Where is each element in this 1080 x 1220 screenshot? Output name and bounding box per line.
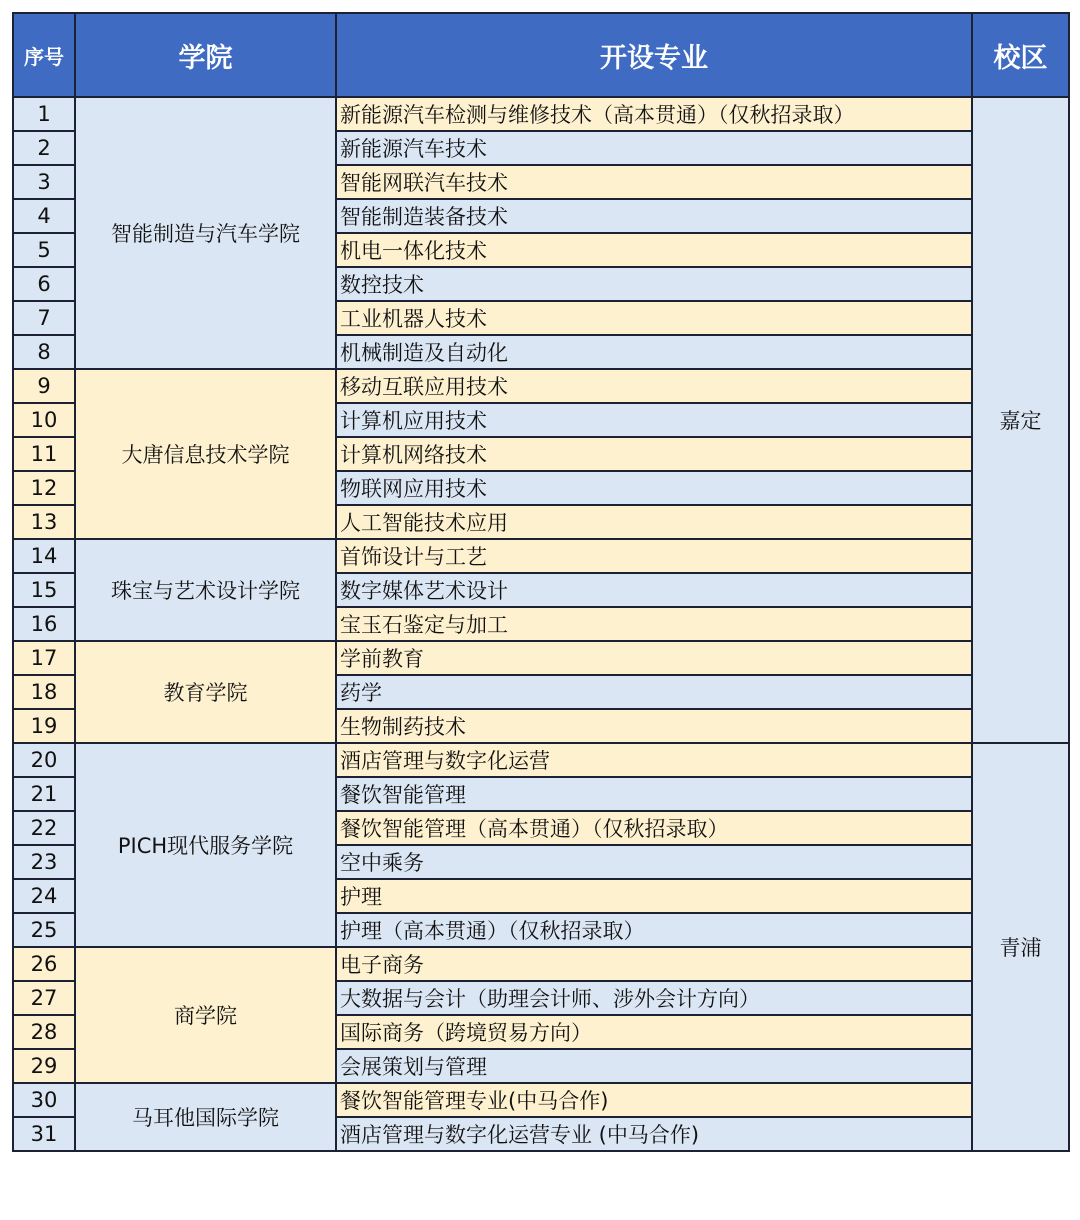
college-name: 大唐信息技术学院 [75,369,336,539]
major-name: 电子商务 [336,947,972,981]
row-seq: 13 [13,505,75,539]
major-name: 餐饮智能管理专业(中马合作) [336,1083,972,1117]
major-name: 智能制造装备技术 [336,199,972,233]
campus-name: 嘉定 [972,97,1069,743]
major-name: 药学 [336,675,972,709]
majors-table [12,12,1070,1152]
campus-name: 青浦 [972,743,1069,1151]
row-seq: 1 [13,97,75,131]
major-name: 会展策划与管理 [336,1049,972,1083]
college-name: 智能制造与汽车学院 [75,97,336,369]
row-seq: 14 [13,539,75,573]
header-campus: 校区 [972,13,1069,97]
major-name: 智能网联汽车技术 [336,165,972,199]
row-seq: 30 [13,1083,75,1117]
table-row [13,743,1069,777]
major-name: 护理（高本贯通）（仅秋招录取） [336,913,972,947]
row-seq: 31 [13,1117,75,1151]
row-seq: 20 [13,743,75,777]
table-body [13,97,1069,1151]
major-name: 学前教育 [336,641,972,675]
major-name: 计算机网络技术 [336,437,972,471]
row-seq: 23 [13,845,75,879]
college-name: PICH现代服务学院 [75,743,336,947]
row-seq: 22 [13,811,75,845]
row-seq: 27 [13,981,75,1015]
row-seq: 24 [13,879,75,913]
major-name: 新能源汽车技术 [336,131,972,165]
row-seq: 12 [13,471,75,505]
college-name: 教育学院 [75,641,336,743]
major-name: 工业机器人技术 [336,301,972,335]
row-seq: 6 [13,267,75,301]
row-seq: 29 [13,1049,75,1083]
header-major: 开设专业 [336,13,972,97]
row-seq: 10 [13,403,75,437]
college-name: 珠宝与艺术设计学院 [75,539,336,641]
major-name: 移动互联应用技术 [336,369,972,403]
table-row [13,641,1069,675]
table-header-row [13,13,1069,97]
row-seq: 16 [13,607,75,641]
header-seq: 序号 [13,13,75,97]
row-seq: 2 [13,131,75,165]
major-name: 人工智能技术应用 [336,505,972,539]
row-seq: 5 [13,233,75,267]
row-seq: 17 [13,641,75,675]
major-name: 酒店管理与数字化运营专业 (中马合作) [336,1117,972,1151]
row-seq: 26 [13,947,75,981]
table-row [13,539,1069,573]
major-name: 首饰设计与工艺 [336,539,972,573]
major-name: 护理 [336,879,972,913]
table-row [13,1083,1069,1117]
row-seq: 8 [13,335,75,369]
major-name: 数控技术 [336,267,972,301]
major-name: 餐饮智能管理 [336,777,972,811]
major-name: 新能源汽车检测与维修技术（高本贯通）（仅秋招录取） [336,97,972,131]
major-name: 国际商务（跨境贸易方向） [336,1015,972,1049]
row-seq: 18 [13,675,75,709]
major-name: 酒店管理与数字化运营 [336,743,972,777]
row-seq: 21 [13,777,75,811]
row-seq: 7 [13,301,75,335]
major-name: 宝玉石鉴定与加工 [336,607,972,641]
row-seq: 11 [13,437,75,471]
major-name: 数字媒体艺术设计 [336,573,972,607]
major-name: 大数据与会计（助理会计师、涉外会计方向） [336,981,972,1015]
row-seq: 28 [13,1015,75,1049]
row-seq: 4 [13,199,75,233]
row-seq: 9 [13,369,75,403]
major-name: 机械制造及自动化 [336,335,972,369]
row-seq: 3 [13,165,75,199]
table-row [13,369,1069,403]
header-college: 学院 [75,13,336,97]
major-name: 计算机应用技术 [336,403,972,437]
table-row [13,97,1069,131]
row-seq: 25 [13,913,75,947]
major-name: 生物制药技术 [336,709,972,743]
college-name: 商学院 [75,947,336,1083]
row-seq: 19 [13,709,75,743]
table-row [13,947,1069,981]
major-name: 餐饮智能管理（高本贯通）（仅秋招录取） [336,811,972,845]
college-name: 马耳他国际学院 [75,1083,336,1151]
row-seq: 15 [13,573,75,607]
major-name: 空中乘务 [336,845,972,879]
major-name: 机电一体化技术 [336,233,972,267]
major-name: 物联网应用技术 [336,471,972,505]
